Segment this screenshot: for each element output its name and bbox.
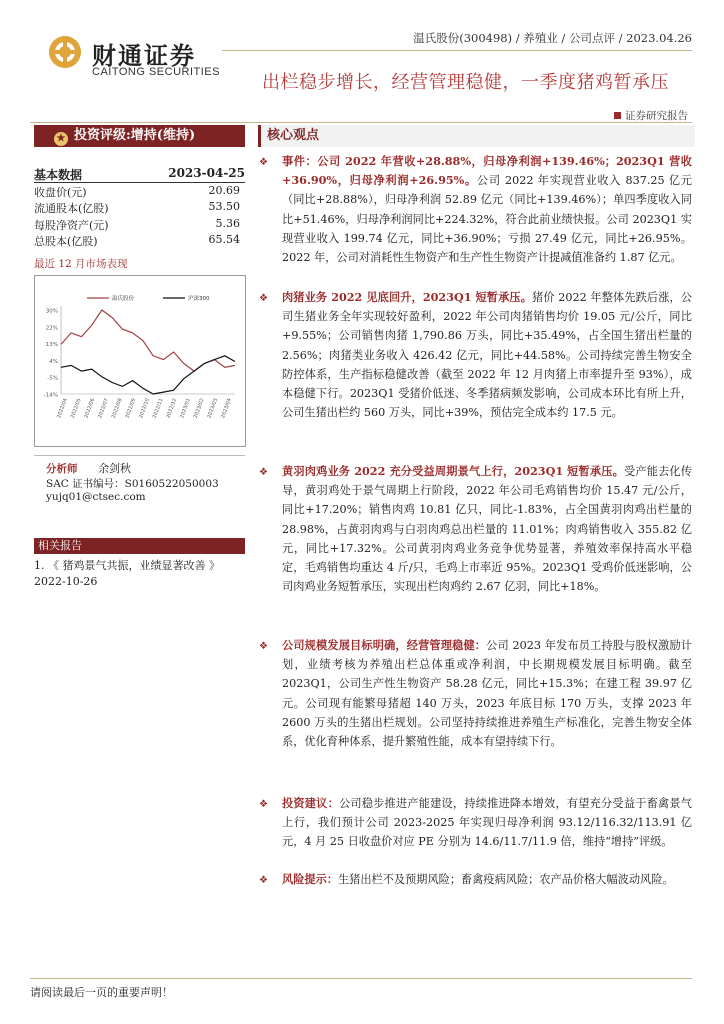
report-meta: 温氏股份(300498) / 养殖业 / 公司点评 / 2023.04.26	[413, 31, 692, 45]
x-tick-label: 2022/07	[97, 397, 110, 420]
core-section-management	[259, 636, 692, 751]
diamond-bullet-icon: ❖	[259, 875, 268, 886]
rating-bar	[34, 125, 245, 147]
core-view-title: 核心观点	[267, 128, 320, 143]
basic-data-row	[34, 200, 245, 216]
legend-label: 温氏股份	[112, 296, 135, 302]
basic-data-label: 收盘价(元)	[34, 186, 87, 199]
company-name-cn: 财通证券	[92, 42, 196, 70]
market-performance-label: 最近 12 月市场表现	[34, 258, 128, 270]
section-text: 公司 2023 年发布员工持股与股权激励计划，业绩考核为养殖出栏总体重或净利润，中长期规模发展目标明确。截至 2023Q1，公司生产性生物资产 58.28 亿元，同比+15.3%；在建工程 39.97 亿元。公司现有能繁母猪超 140 万头，2023 年底目标 170 万头，支撑 2023 年 2600 万头的生猪出栏规划。公司坚持持续推进养殖生产标准化，完善生物安全体系，优化育种体系，提升繁殖性能，成本有望持续下行。	[282, 639, 692, 749]
section-text: 公司 2022 年实现营业收入 837.25 亿元（同比+28.88%），归母净利润 52.89 亿元（同比+139.46%）；单四季度收入同比+51.46%，归母净利润同比+224.32%，符合此前业绩快报。公司 2023Q1 实现营业收入 199.74 亿元，同比+36.90%；亏损 27.49 亿元，同比+26.95%。2022 年，公司对消耗性生物资产和生产性生物资产计提减值准备约 1.87 亿元。	[282, 174, 692, 265]
core-section-event	[259, 152, 692, 267]
x-tick-label: 2023/01	[179, 397, 192, 420]
section-text: 猪价 2022 年整体先跌后涨，公司生猪业务全年实现较好盈利，2022 年公司肉猪销售均价 19.05 元/公斤，同比+9.55%；公司销售肉猪 1,790.86 万头，同比+35.49%，占全国生猪出栏量的 2.56%；肉猪类业务收入 426.42 亿元，同比+44.58%。公司持续完善生物安全防控体系，生产指标稳健改善（截至 2022 年 12 月肉猪上市率提升至 93%），成本稳健下行。2023Q1 受猪价低迷、冬季猪病频发影响，公司成本环比有所上升，公司生猪出栏约 560 万头，同比+39%，预估完全成本约 17.5 元。	[282, 291, 692, 420]
y-tick-label: -14%	[43, 392, 58, 399]
related-reports-label: 相关报告	[38, 539, 82, 552]
square-icon	[614, 112, 621, 119]
analyst-label: 分析师	[46, 463, 78, 475]
section-text: 生猪出栏不及预期风险；畜禽疫病风险；农产品价格大幅波动风险。	[337, 873, 674, 886]
section-lead: 风险提示：	[282, 872, 338, 886]
basic-data-row	[34, 233, 245, 249]
y-tick-label: 13%	[45, 342, 58, 349]
section-text: 受产能去化传导，黄羽鸡处于景气周期上行阶段，2022 年公司毛鸡销售均价 15.47 元/公斤，同比+17.20%；销售肉鸡 10.81 亿只，同比-1.83%，占全国黄羽肉鸡出栏量的 28.98%，占黄羽肉鸡与白羽肉鸡总出栏量的 11.01%；肉鸡销售收入 355.82 亿元，同比+17.32%。公司黄羽肉鸡业务竞争优势显著，养殖效率保持高水平稳定，毛鸡销售均重达 4 斤/只，毛鸡上市率近 95%。2023Q1 受鸡价低迷影响，公司肉鸡业务短暂承压，实现出栏肉鸡约 2.67 亿羽，同比+18%。	[282, 465, 692, 594]
analyst-name: 余剑秋	[98, 462, 131, 475]
star-badge-icon: ★	[54, 132, 68, 146]
core-section-hog	[259, 288, 692, 422]
basic-data-value: 65.54	[208, 233, 240, 246]
company-name-en: CAITONG SECURITIES	[92, 66, 220, 78]
footer-disclaimer: 请阅读最后一页的重要声明！	[30, 986, 173, 999]
diamond-bullet-icon: ❖	[259, 157, 268, 168]
basic-data-row	[34, 184, 245, 200]
x-tick-label: 2022/05	[69, 397, 83, 420]
y-tick-label: 4%	[49, 358, 58, 365]
core-section-chicken	[259, 462, 692, 596]
basic-data-header	[34, 166, 245, 183]
x-tick-label: 2022/11	[151, 397, 165, 420]
basic-data-label: 总股本(亿股)	[34, 235, 98, 248]
section-lead: 事件：公司 2022 年营收+28.88%，归母净利润+139.46%；2023Q1 营收+36.90%，归母净利润+26.95%。	[282, 154, 692, 188]
report-type	[614, 108, 688, 123]
section-lead: 黄羽肉鸡业务 2022 充分受益周期景气上行，2023Q1 短暂承压。	[282, 464, 624, 478]
basic-data-row	[34, 217, 245, 233]
report-headline: 出栏稳步增长，经营管理稳健，一季度猪鸡暂承压	[262, 72, 669, 93]
x-tick-label: 2022/04	[56, 397, 69, 420]
section-text: 公司稳步推进产能建设，持续推进降本增效，有望充分受益于畜禽景气上行，我们预计公司 2023-2025 年实现归母净利润 93.12/116.32/113.91 亿元，4 月 25 日收盘价对应 PE 分别为 14.6/11.7/11.9 倍，维持“增持”评级。	[282, 797, 692, 849]
related-report-link[interactable]: 1. 《 猪鸡景气共振，业绩显著改善 》	[34, 559, 220, 572]
diamond-bullet-icon: ❖	[259, 641, 268, 652]
basic-data-label: 流通股本(亿股)	[34, 202, 109, 215]
basic-data-title: 基本数据	[34, 168, 83, 182]
related-report-date: 2022-10-26	[34, 575, 98, 588]
rating-label: 投资评级:增持(维持)	[74, 128, 196, 143]
x-tick-label: 2023/04	[220, 397, 233, 420]
section-lead: 公司规模发展目标明确，经营管理稳健：	[282, 638, 487, 652]
x-tick-label: 2022/10	[138, 397, 151, 420]
section-lead: 肉猪业务 2022 见底回升，2023Q1 短暂承压。	[282, 290, 533, 304]
x-tick-label: 2022/08	[110, 397, 124, 420]
basic-data-value: 5.36	[215, 217, 240, 230]
basic-data-date: 2023-04-25	[168, 166, 245, 180]
section-lead: 投资建议：	[282, 796, 339, 810]
diamond-bullet-icon: ❖	[259, 467, 268, 478]
legend-label: 沪深300	[188, 296, 210, 302]
core-section-risk	[259, 870, 692, 889]
x-tick-label: 2023/03	[206, 397, 220, 420]
logo-icon	[48, 35, 82, 69]
chart-svg	[35, 276, 245, 446]
y-tick-label: 22%	[45, 325, 58, 332]
x-tick-label: 2022/06	[83, 397, 97, 420]
x-tick-label: 2022/12	[165, 397, 179, 420]
diamond-bullet-icon: ❖	[259, 799, 268, 810]
y-tick-label: 30%	[45, 308, 58, 315]
header-divider-2	[30, 122, 692, 123]
footer-divider	[30, 978, 692, 979]
basic-data-value: 20.69	[208, 184, 240, 197]
basic-data-rule	[34, 182, 245, 183]
core-section-investment	[259, 794, 692, 852]
analyst-sac-number: SAC 证书编号：S0160522050003	[46, 478, 219, 490]
series-line-index	[61, 356, 235, 394]
related-reports-bar	[34, 538, 245, 554]
analyst-email: yujq01@ctsec.com	[46, 491, 146, 503]
y-tick-label: -5%	[47, 375, 58, 382]
basic-data-label: 每股净资产(元)	[34, 219, 109, 232]
market-performance-chart	[34, 275, 246, 447]
report-type-label: 证券研究报告	[625, 110, 688, 122]
x-tick-label: 2022/09	[124, 397, 138, 420]
basic-data-value: 53.50	[208, 200, 240, 213]
analyst-rule	[34, 455, 245, 456]
header-divider	[222, 50, 692, 51]
diamond-bullet-icon: ❖	[259, 293, 268, 304]
core-view-bar	[258, 125, 695, 147]
x-tick-label: 2023/02	[192, 397, 206, 420]
